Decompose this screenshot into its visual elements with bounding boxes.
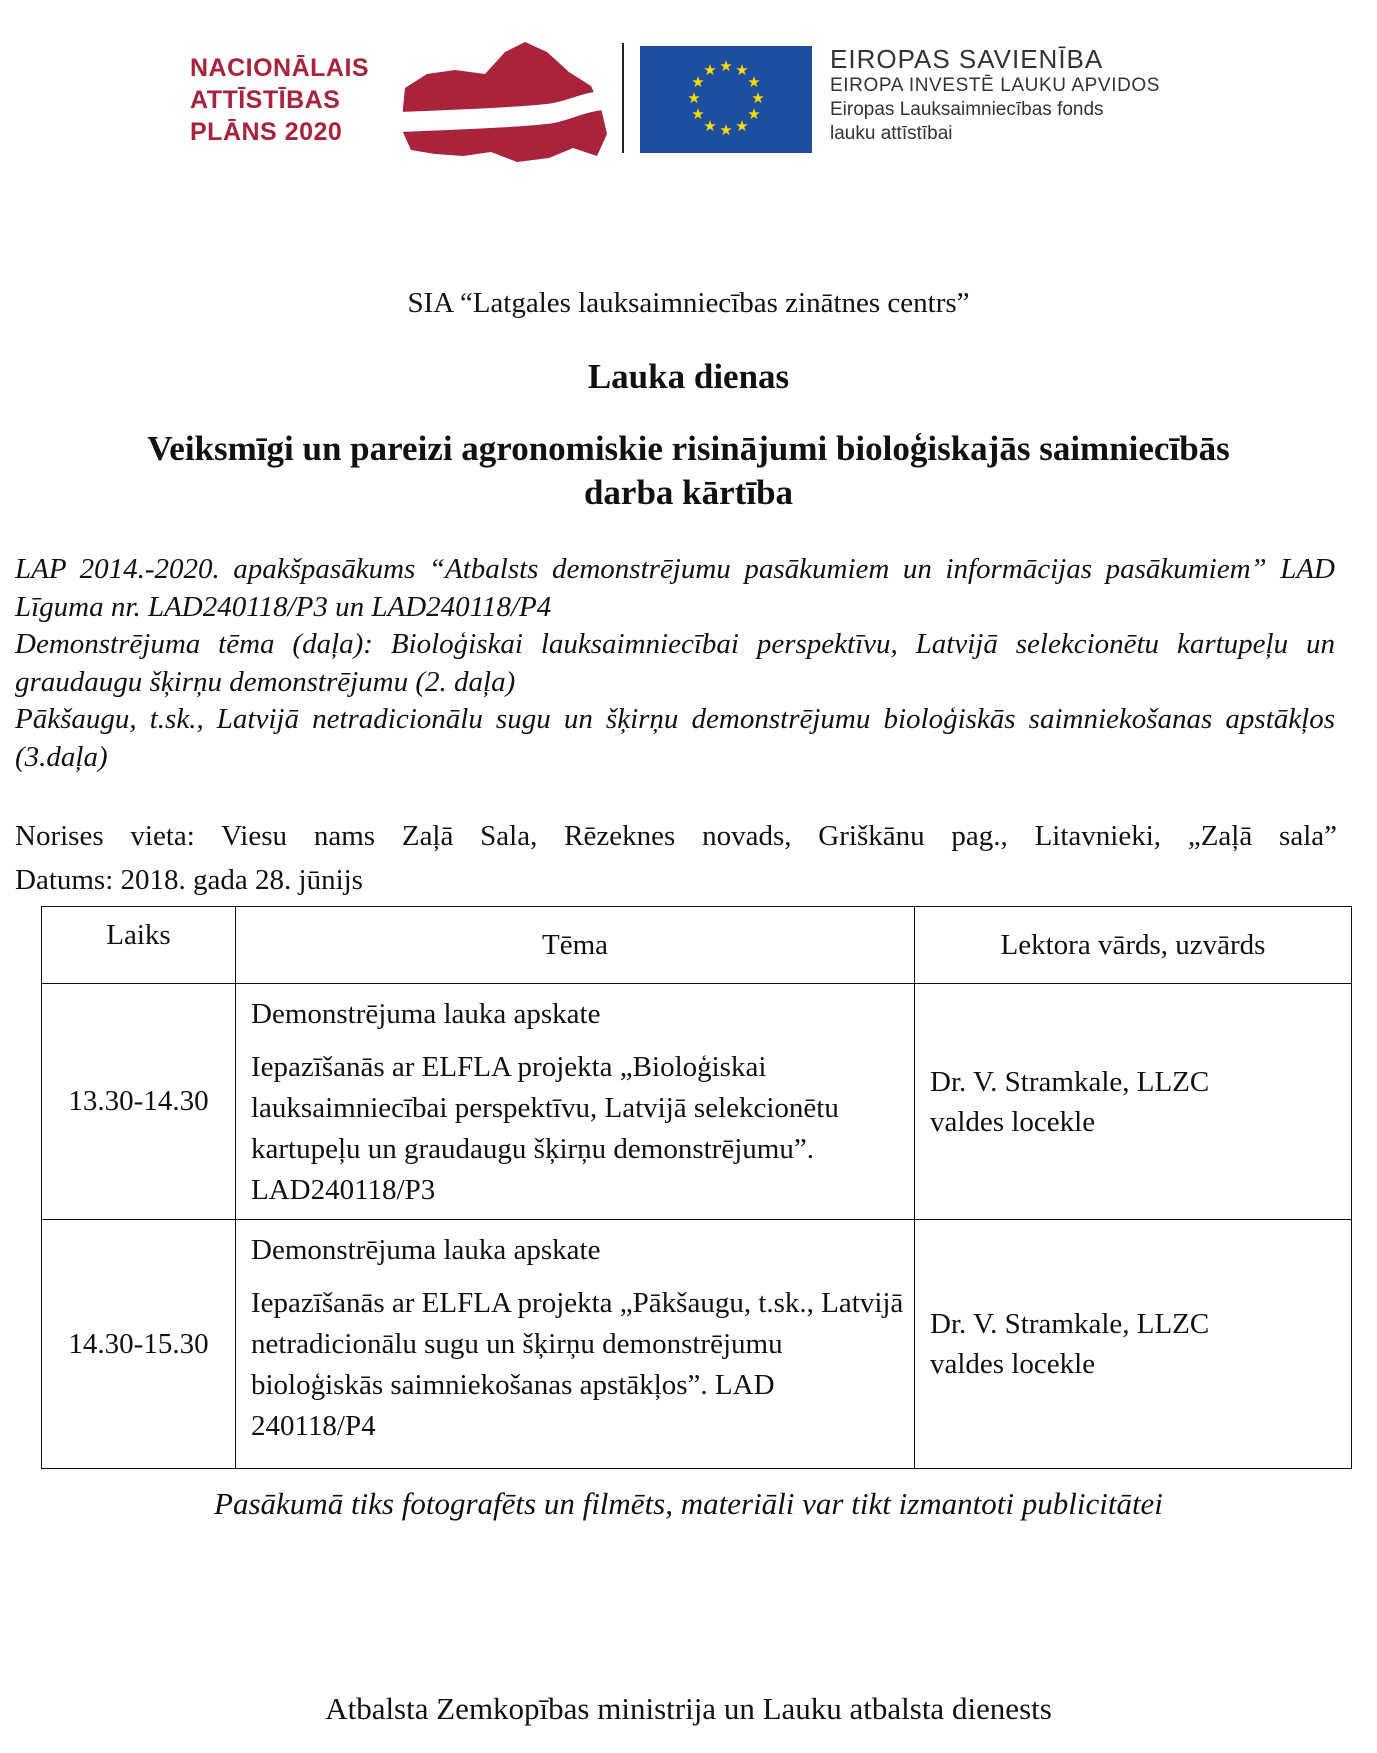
cell-time: 14.30-15.30 (42, 1220, 236, 1469)
svg-text:★: ★ (703, 61, 717, 79)
topic-body: Iepazīšanās ar ELFLA projekta „Bioloģiskai lauksaimniecībai perspektīvu, Latvijā selekcionētu kartupeļu un graudaugu šķirņu demonstrējumu”. LAD240118/P3 (251, 1051, 839, 1206)
column-header-time: Laiks (42, 907, 236, 984)
lecturer-role: valdes locekle (930, 1105, 1096, 1138)
publicity-note: Pasākumā tiks fotografēts un filmēts, materiāli var tikt izmantoti publicitātei (214, 1486, 1163, 1521)
svg-text:★: ★ (691, 105, 705, 123)
eu-subtitle: EIROPA INVESTĒ LAUKU APVIDOS (830, 75, 1161, 96)
subtitle-line: Veiksmīgi un pareizi agronomiskie risinājumi bioloģiskajās saimniecībās (147, 429, 1230, 468)
cell-lecturer (915, 1220, 1352, 1469)
cell-topic (236, 1220, 915, 1469)
eu-logo-text (830, 44, 1160, 146)
svg-text:★: ★ (735, 61, 749, 79)
nap-logo-line: NACIONĀLAIS (190, 54, 370, 82)
eu-flag-icon (640, 46, 812, 153)
table-row (42, 984, 1352, 1220)
svg-text:★: ★ (751, 89, 765, 107)
page-subtitle (0, 427, 1377, 515)
info-paragraph: Pākšaugu, t.sk., Latvijā netradicionālu sugu un šķirņu demonstrējumu bioloģiskās saimniekošanas apstākļos (3.daļa) (15, 703, 1335, 773)
footer-support: Atbalsta Zemkopības ministrija un Lauku atbalsta dienests (325, 1691, 1052, 1726)
latvia-map-flag-icon (397, 38, 612, 166)
project-info (15, 551, 1335, 776)
svg-text:★: ★ (687, 89, 701, 107)
lecturer-name: Dr. V. Stramkale, LLZC (930, 1065, 1210, 1098)
svg-text:★: ★ (719, 57, 733, 75)
cell-topic (236, 984, 915, 1220)
cell-time: 13.30-14.30 (42, 984, 236, 1220)
info-paragraph: Demonstrējuma tēma (daļa): Bioloģiskai lauksaimniecībai perspektīvu, Latvijā selekcionētu kartupeļu un graudaugu šķirņu demonstrējumu (2. daļa) (15, 628, 1335, 698)
svg-text:★: ★ (747, 73, 761, 91)
svg-text:★: ★ (735, 117, 749, 135)
organization-name: SIA “Latgales lauksaimniecības zinātnes centrs” (407, 287, 970, 319)
page-title: Lauka dienas (587, 357, 790, 396)
event-place: Norises vieta: Viesu nams Zaļā Sala, Rēzeknes novads, Griškānu pag., Litavnieki, „Zaļā sala” (15, 820, 1337, 852)
schedule-table (41, 906, 1352, 1469)
nap-logo-line: ATTĪSTĪBAS (190, 86, 341, 114)
svg-text:★: ★ (747, 105, 761, 123)
topic-title: Demonstrējuma lauka apskate (251, 998, 601, 1030)
svg-text:★: ★ (719, 121, 733, 139)
nap-logo-line: PLĀNS 2020 (190, 118, 343, 146)
nap-logo-text (190, 52, 369, 148)
table-header-row (42, 907, 1352, 984)
logo-divider (622, 43, 624, 153)
topic-title: Demonstrējuma lauka apskate (251, 1234, 601, 1266)
eu-fund-line: Eiropas Lauksaimniecības fonds (830, 99, 1104, 120)
cell-lecturer (915, 984, 1352, 1220)
event-date: Datums: 2018. gada 28. jūnijs (15, 864, 363, 896)
nap-2020-logo (190, 52, 620, 162)
column-header-lecturer: Lektora vārds, uzvārds (915, 907, 1352, 984)
svg-text:★: ★ (691, 73, 705, 91)
table-row (42, 1220, 1352, 1469)
subtitle-line: darba kārtība (583, 473, 794, 512)
eu-title: EIROPAS SAVIENĪBA (830, 44, 1104, 74)
eu-fund-line: lauku attīstībai (830, 123, 953, 144)
topic-body: Iepazīšanās ar ELFLA projekta „Pākšaugu, t.sk., Latvijā netradicionālu sugu un šķirņu demonstrējumu bioloģiskās saimniekošanas apstākļos”. LAD 240118/P4 (251, 1287, 904, 1442)
lecturer-role: valdes locekle (930, 1348, 1096, 1380)
column-header-topic: Tēma (236, 907, 915, 984)
info-paragraph: LAP 2014.-2020. apakšpasākums “Atbalsts demonstrējumu pasākumiem un informācijas pasākumiem” LAD Līguma nr. LAD240118/P3 un LAD240118/P4 (15, 553, 1335, 623)
svg-text:★: ★ (703, 117, 717, 135)
lecturer-name: Dr. V. Stramkale, LLZC (930, 1308, 1210, 1340)
